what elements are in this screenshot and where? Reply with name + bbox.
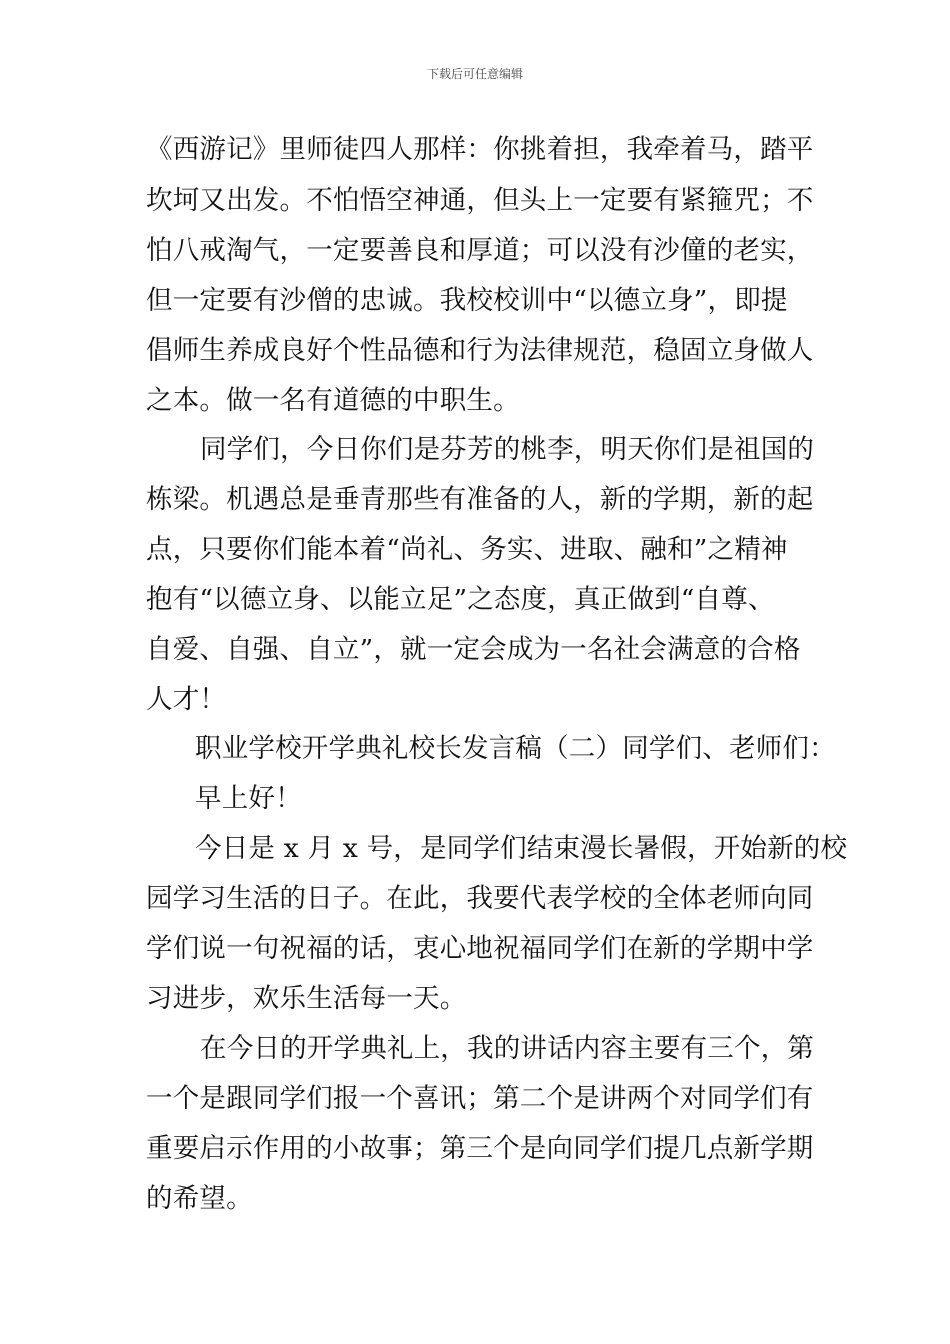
greeting: 早上好！ xyxy=(195,783,302,814)
text-line: 之本。做一名有道德的中职生。 xyxy=(146,385,520,416)
text-line: 栋梁。机遇总是垂青那些有准备的人，新的学期，新的起 xyxy=(146,484,814,515)
text-line: 的希望。 xyxy=(146,1183,253,1214)
text-line: 倡师生养成良好个性品德和行为法律规范，稳固立身做人 xyxy=(146,335,814,366)
text-line: 学们说一句祝福的话，衷心地祝福同学们在新的学期中学 xyxy=(146,933,814,964)
section-title: 职业学校开学典礼校长发言稿（二）同学们、老师们： xyxy=(195,733,836,764)
paragraph-first-line: 今日是 x 月 x 号，是同学们结束漫长暑假，开始新的校 xyxy=(195,833,848,864)
paragraph-first-line: 同学们，今日你们是芬芳的桃李，明天你们是祖国的 xyxy=(200,434,815,465)
paragraph-first-line: 在今日的开学典礼上，我的讲话内容主要有三个，第 xyxy=(200,1033,815,1064)
page-header: 下载后可任意编辑 xyxy=(426,67,523,81)
text-line: 自爱、自强、自立”，就一定会成为一名社会满意的合格 xyxy=(146,634,801,665)
text-line: 重要启示作用的小故事；第三个是向同学们提几点新学期 xyxy=(146,1133,814,1164)
text-line: 习进步，欢乐生活每一天。 xyxy=(146,983,467,1014)
text-line: 人才！ xyxy=(146,684,227,715)
text-line: 坎坷又出发。不怕悟空神通，但头上一定要有紧箍咒；不 xyxy=(146,185,814,216)
text-line: 园学习生活的日子。在此，我要代表学校的全体老师向同 xyxy=(146,883,814,914)
text-line: 点，只要你们能本着“尚礼、务实、进取、融和”之精神 xyxy=(146,534,788,565)
text-line: 但一定要有沙僧的忠诚。我校校训中“以德立身”，即提 xyxy=(146,285,788,316)
text-line: 《西游记》里师徒四人那样：你挑着担，我牵着马，踏平 xyxy=(146,134,814,165)
text-line: 怕八戒淘气，一定要善良和厚道；可以没有沙僮的老实， xyxy=(146,235,814,266)
text-line: 一个是跟同学们报一个喜讯；第二个是讲两个对同学们有 xyxy=(146,1083,814,1114)
text-line: 抱有“以德立身、以能立足”之态度，真正做到“自尊、 xyxy=(146,584,775,615)
